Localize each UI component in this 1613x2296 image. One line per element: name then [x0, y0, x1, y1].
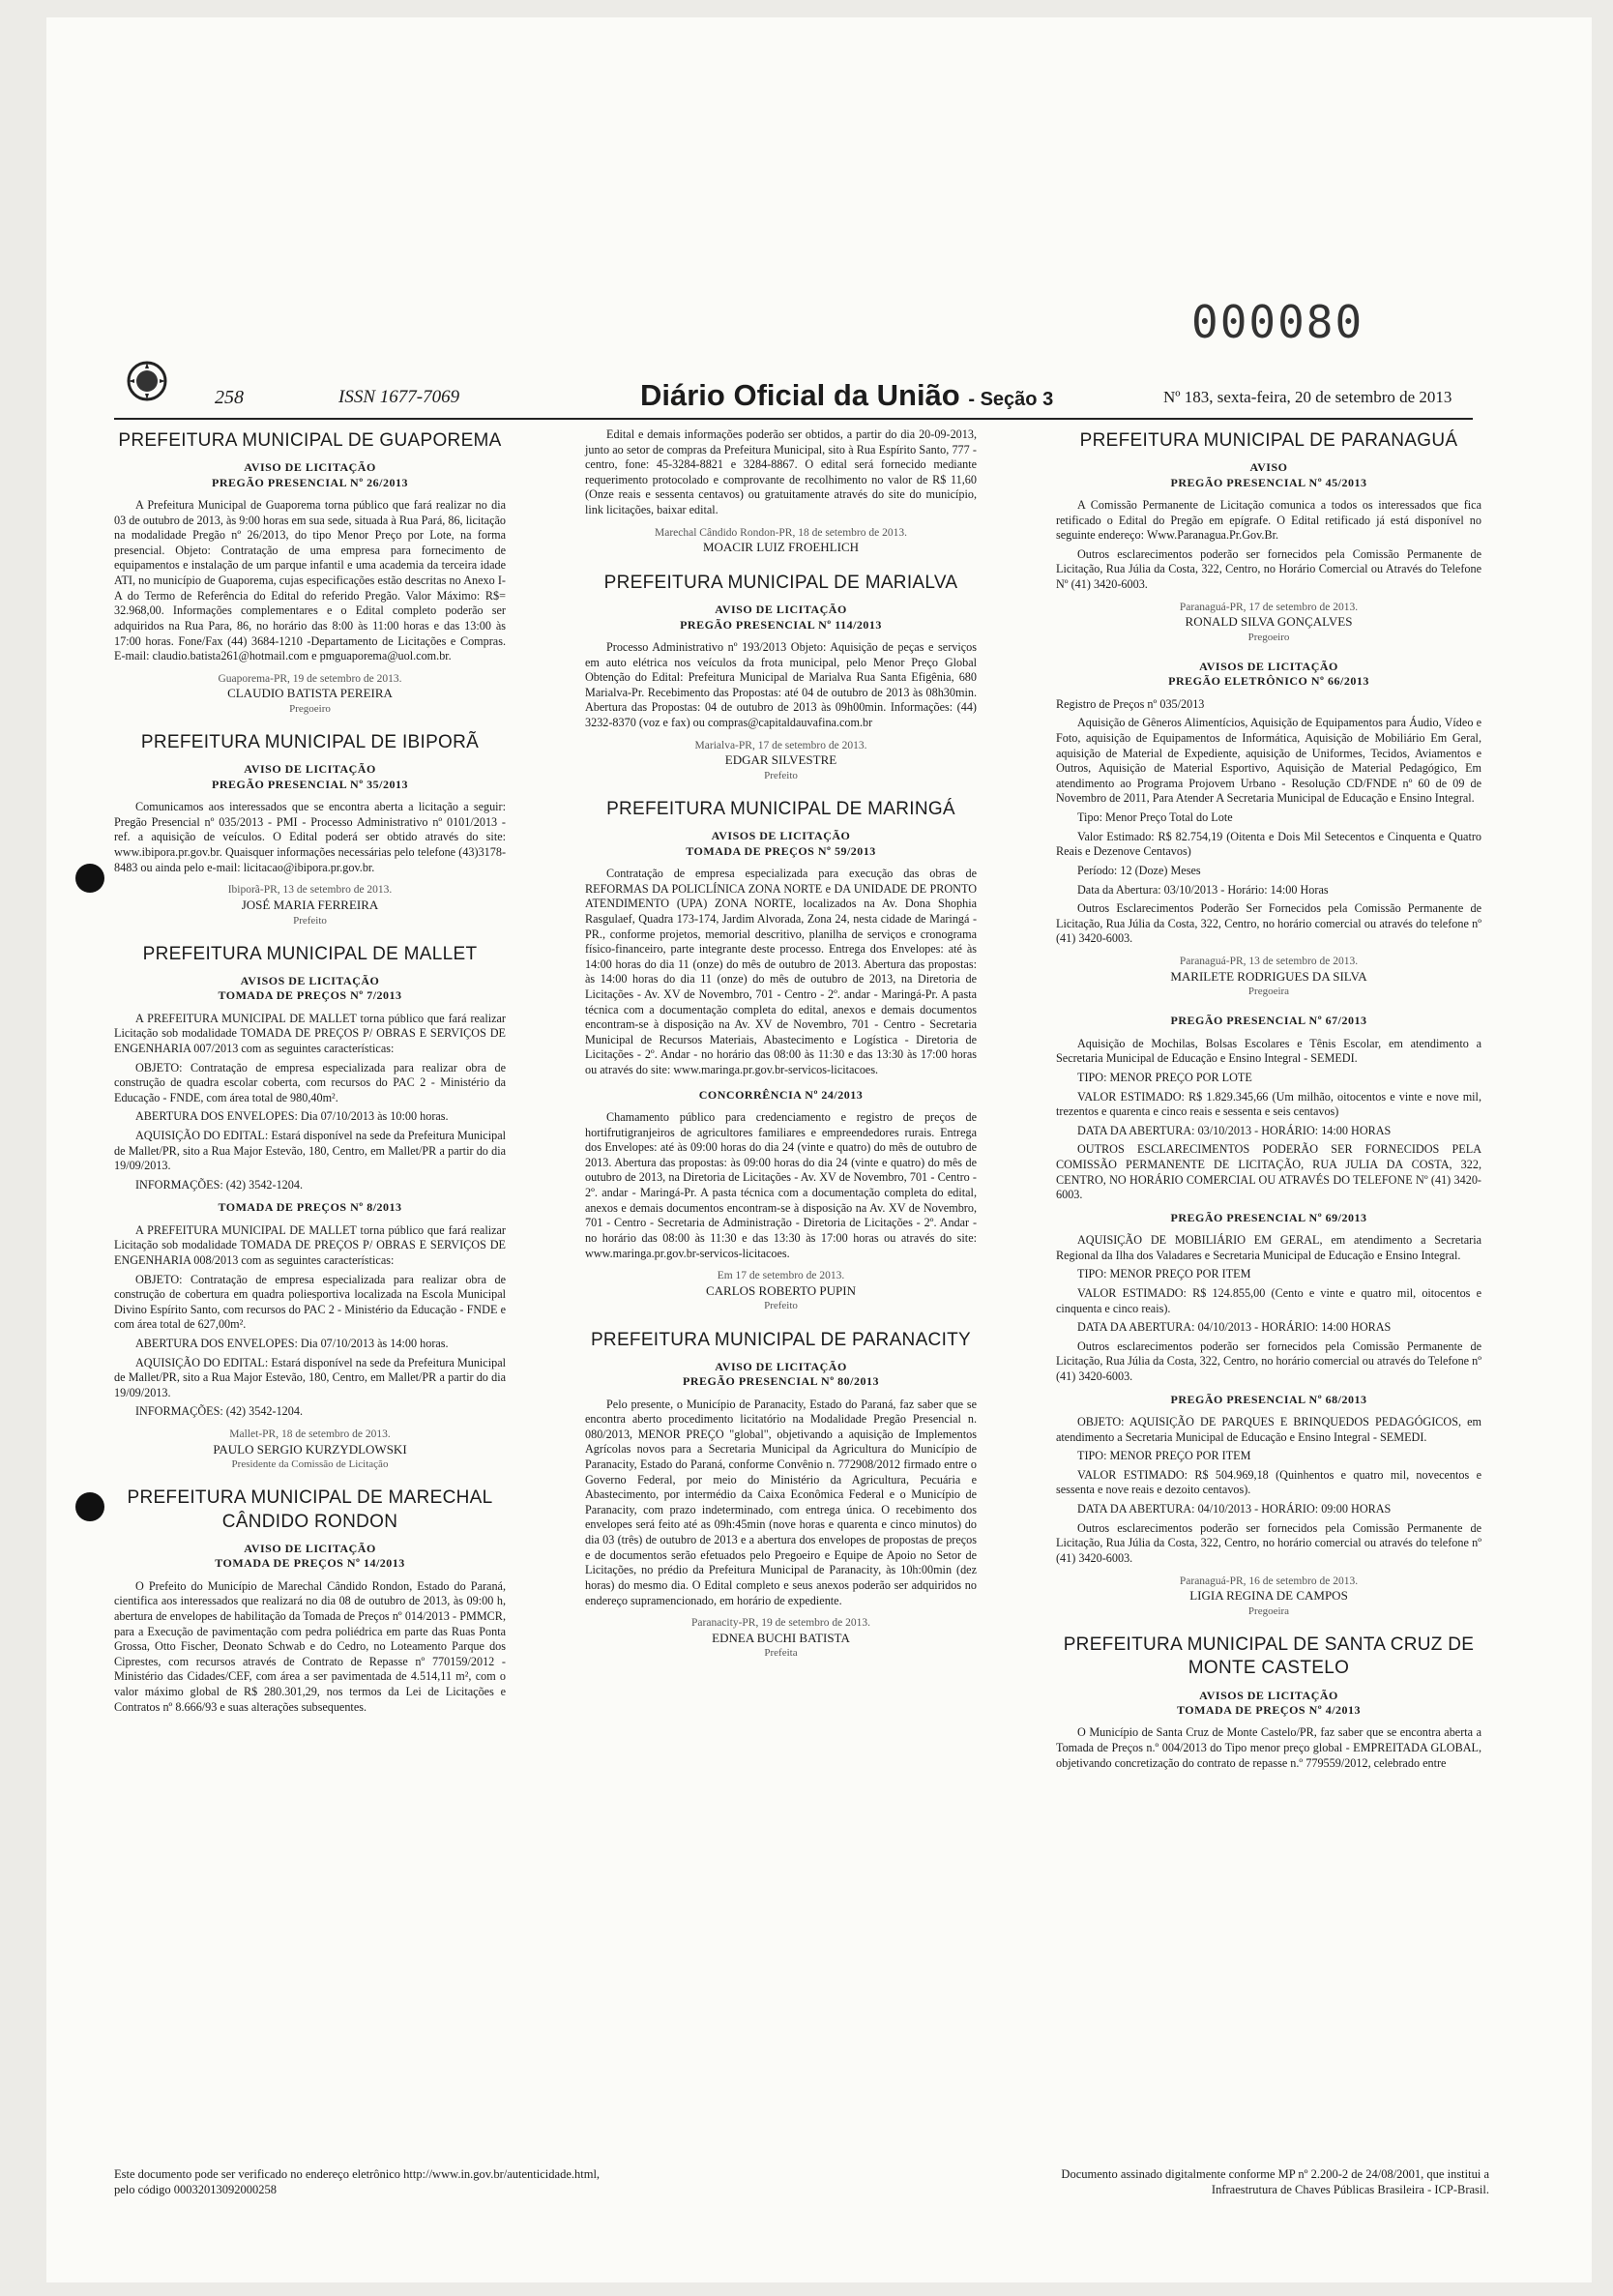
notice-heading: AVISO DE LICITAÇÃO	[244, 460, 376, 475]
notice-body: Outros esclarecimentos poderão ser fornecidos pela Comissão Permanente de Licitação, Rua Júlia da Costa, 322, Centro, no Horário Comercial ou Através do Telefone Nº (41) 3420-6003.	[1056, 546, 1481, 592]
signature	[585, 526, 977, 556]
signature-name: CLAUDIO BATISTA PEREIRA	[227, 686, 393, 701]
notice-paragraph: OBJETO: AQUISIÇÃO DE PARQUES E BRINQUEDOS PEDAGÓGICOS, em atendimento a Secretaria Municipal de Educação e Ensino Integral - SEMEDI.	[1056, 1415, 1481, 1444]
punch-hole	[75, 864, 104, 893]
signature	[585, 1616, 977, 1660]
signature-role: Prefeito	[293, 914, 327, 927]
notice-marechal-continued	[585, 427, 977, 556]
notice-paragraph: TIPO: MENOR PREÇO POR LOTE	[1077, 1070, 1252, 1084]
notice-paragraph: INFORMAÇÕES: (42) 3542-1204.	[135, 1177, 303, 1192]
coat-of-arms-icon	[126, 360, 168, 402]
notice-heading: AVISOS DE LICITAÇÃO	[711, 829, 851, 843]
notice-paragraph: OBJETO: Contratação de empresa especializada para realizar obra de construção de quadra escolar coberta, com recursos do PAC 2 - Ministério da Educação - FNDE, com área total de 980,40m².	[114, 1060, 506, 1104]
notice-title: PREFEITURA MUNICIPAL DE MARINGÁ	[606, 799, 955, 820]
notice-santa-cruz	[1056, 1634, 1481, 1771]
signature	[585, 1269, 977, 1312]
signature-role: Pregoeiro	[289, 703, 331, 716]
signature-place: Paranaguá-PR, 13 de setembro de 2013.	[1179, 955, 1359, 967]
header-rule	[114, 418, 1473, 420]
signature-role: Prefeito	[764, 770, 798, 782]
notice-heading: AVISO DE LICITAÇÃO	[715, 603, 847, 617]
signature-name: CARLOS ROBERTO PUPIN	[705, 1282, 856, 1298]
notice-paragraph: Registro de Preços nº 035/2013	[1056, 696, 1205, 711]
notice-body: Pelo presente, o Município de Paranacity, Estado do Paraná, faz saber que se encontra aberto procedimento licitatório na Modalidade Pregão Presencial n. 080/2013, MENOR PREÇO "global", objetivando a aquisição de Implementos Agrícolas novos para a Secretaria Municipal da Agricultura do Município de Paranacity, Estado do Paraná, conforme Convênio n. 772908/2012 firmado entre o Governo Federal, por meio do Ministério da Agricultura, Pecuária e Abastecimento, por intermédio da Caixa Econômica Federal e o Município de Paranacity, com prazo indeterminado, com entrega única. O recebimento dos envelopes será feito até as 09h:45min (nove horas e quarenta e cinco minutos) do dia 03 (três) de outubro de 2013 e a abertura dos envelopes de propostas de preços e de documentos serão efetuados pelo Pregoeiro e Equipe de Apoio no Setor de Licitações, no prédio da Prefeitura Municipal de Paranacity, às 10h:00min (dez horas) do mesmo dia. O Edital completo e seus anexos poderão ser adquiridos no endereço supramencionado, em horário de expediente.	[585, 1397, 977, 1607]
edition-date: Nº 183, sexta-feira, 20 de setembro de 2013	[1163, 388, 1452, 406]
footer-verification-url: Este documento pode ser verificado no endereço eletrônico http://www.in.gov.br/autenticidade.html,	[114, 2167, 601, 2181]
notice-subheading: TOMADA DE PREÇOS Nº 59/2013	[686, 843, 876, 858]
notice-paragraph: AQUISIÇÃO DE MOBILIÁRIO EM GERAL, em atendimento a Secretaria Regional da Ilha dos Valadares e Secretaria Municipal de Educação e Ensino Integral.	[1056, 1233, 1481, 1262]
notice-paragraph: A PREFEITURA MUNICIPAL DE MALLET torna público que fará realizar Licitação sob modalidade TOMADA DE PREÇOS P/ OBRAS E SERVIÇOS DE ENGENHARIA 008/2013 com as seguintes características:	[114, 1222, 506, 1267]
signature	[114, 883, 506, 927]
journal-name: Diário Oficial da União	[640, 378, 960, 412]
column-2	[585, 427, 977, 1676]
notice-heading: AVISO DE LICITAÇÃO	[715, 1359, 847, 1373]
notice-paragraph: Aquisição de Gêneros Alimentícios, Aquisição de Equipamentos para Áudio, Vídeo e Foto, aquisição de Equipamentos de Informática, Aquisição de Mobiliário Em Geral, aquisição de Material de Expediente, aquisição de Uniformes, Tecidos, Aviamentos e Outros, Aquisição de Material Esportivo, Aquisição de Material Pedagógico, Em atendimento ao Programa Projovem Urbano - Resolução CD/FNDE nº 60 de 09 de Novembro de 2011, Para Atender A Secretaria Municipal de Educação e Ensino Integral.	[1056, 716, 1481, 806]
signature-place: Paranaguá-PR, 16 de setembro de 2013.	[1179, 1575, 1359, 1587]
notice-subheading: PREGÃO ELETRÔNICO Nº 66/2013	[1168, 674, 1369, 689]
signature-role: Presidente da Comissão de Licitação	[231, 1458, 389, 1471]
notice-paragraph: INFORMAÇÕES: (42) 3542-1204.	[135, 1404, 303, 1419]
signature	[114, 1428, 506, 1471]
notice-paragraph: VALOR ESTIMADO: R$ 1.829.345,66 (Um milhão, oitocentos e vinte e nove mil, trezentos e quarenta e cinco reais e sessenta e seis centavos)	[1056, 1089, 1481, 1119]
notice-subheading: TOMADA DE PREÇOS Nº 8/2013	[218, 1200, 402, 1215]
notice-subheading: PREGÃO PRESENCIAL Nº 67/2013	[1170, 1014, 1367, 1028]
notice-paragraph: VALOR ESTIMADO: R$ 504.969,18 (Quinhentos e quatro mil, novecentos e sessenta e nove reais e dezoito centavos).	[1056, 1467, 1481, 1497]
signature-name: PAULO SERGIO KURZYDLOWSKI	[213, 1441, 407, 1457]
footer-verification	[114, 2166, 733, 2198]
notice-paragraph: Período: 12 (Doze) Meses	[1077, 863, 1201, 877]
signature-role: Pregoeiro	[1247, 632, 1290, 644]
notice-subheading: TOMADA DE PREÇOS Nº 4/2013	[1176, 1702, 1362, 1717]
signature-name: RONALD SILVA GONÇALVES	[1185, 614, 1353, 630]
notice-maringa	[585, 798, 977, 1312]
notice-paragraph: DATA DA ABERTURA: 04/10/2013 - HORÁRIO: 14:00 HORAS	[1077, 1320, 1392, 1335]
notice-subheading: TOMADA DE PREÇOS Nº 14/2013	[215, 1556, 405, 1571]
notice-title: PREFEITURA MUNICIPAL DE PARANAGUÁ	[1079, 430, 1458, 451]
notice-paragraph: OBJETO: Contratação de empresa especializada para realizar obra de construção de cobertura em quadra poliesportiva localizada na Escola Municipal Divino Espírito Santo, com recursos do PAC 2 - Ministério da Educação - FNDE e com área total de 627,00m².	[114, 1272, 506, 1332]
notice-marechal	[114, 1487, 506, 1715]
signature-place: Marialva-PR, 17 de setembro de 2013.	[694, 739, 867, 751]
signature	[1056, 955, 1481, 998]
punch-hole	[75, 1492, 104, 1521]
notice-subheading: PREGÃO PRESENCIAL Nº 68/2013	[1170, 1392, 1367, 1406]
notice-paranacity	[585, 1329, 977, 1661]
signature-name: MOACIR LUIZ FROEHLICH	[702, 540, 860, 555]
notice-paragraph: AQUISIÇÃO DO EDITAL: Estará disponível na sede da Prefeitura Municipal de Mallet/PR, sito a Rua Major Estevão, 180, Centro, em Mallet/PR a partir do dia 19/09/2013.	[114, 1128, 506, 1173]
notice-heading: AVISOS DE LICITAÇÃO	[1199, 1688, 1338, 1702]
notice-paragraph: Tipo: Menor Preço Total do Lote	[1077, 810, 1233, 825]
signature	[1056, 601, 1481, 644]
signature	[1056, 1575, 1481, 1618]
notice-subheading: PREGÃO PRESENCIAL Nº 69/2013	[1170, 1210, 1367, 1224]
notice-body: Comunicamos aos interessados que se encontra aberta a licitação a seguir: Pregão Presencial nº 035/2013 - PMI - Processo Administrativo nº 0101/2013 - ref. a aquisição de veículos. O Edital poderá ser obtido através do site: www.ibipora.pr.gov.br. Quaisquer informações necessárias pelo telefone (43)3178-8483 ou ainda pelo e-mail: licitacao@ibipora.pr.gov.br.	[114, 800, 506, 874]
notice-body: A Comissão Permanente de Licitação comunica a todos os interessados que fica retificado o Edital do Pregão em epígrafe. O Edital retificado já está disponível no seguinte endereço: Www.Paranagua.Pr.Gov.Br.	[1056, 498, 1481, 543]
notice-marialva	[585, 572, 977, 782]
notice-title: PREFEITURA MUNICIPAL DE MALLET	[142, 943, 478, 964]
signature-place: Marechal Cândido Rondon-PR, 18 de setembro de 2013.	[655, 526, 907, 539]
notice-body: O Prefeito do Município de Marechal Cândido Rondon, Estado do Paraná, cientifica aos interessados que realizará no dia 08 de outubro de 2013, às 09:00 h, abertura de envelopes de habilitação da Tomada de Preços nº 014/2013 - PMMCR, para a Execução de pavimentação com pedra poliédrica em parte das Ruas Ponta Grossa, Otto Fischer, Deonato Schwab e do Cedro, no Loteamento Parque dos Ciprestes, com recursos através de Contrato de Repasse nº 770159/2012 - Ministério das Cidades/CEF, com área a ser pavimentada de 4.514,11 m², com o valor máximo global de R$ 280.301,29, nos termos da Lei de Licitações e Contratos nº 8.666/93 e suas alterações subsequentes.	[114, 1578, 506, 1714]
notice-heading: AVISO DE LICITAÇÃO	[244, 762, 376, 777]
notice-title: PREFEITURA MUNICIPAL DE GUAPOREMA	[118, 430, 502, 451]
notice-heading: AVISO DE LICITAÇÃO	[244, 1542, 376, 1556]
journal-title	[640, 378, 1053, 413]
notice-paragraph: TIPO: MENOR PREÇO POR ITEM	[1077, 1449, 1251, 1463]
signature-name: LIGIA REGINA DE CAMPOS	[1189, 1588, 1348, 1604]
signature	[585, 739, 977, 782]
notice-paragraph: ABERTURA DOS ENVELOPES: Dia 07/10/2013 às 14:00 horas.	[135, 1337, 449, 1351]
notice-title: PREFEITURA MUNICIPAL DE IBIPORÃ	[140, 732, 480, 753]
notice-title: PREFEITURA MUNICIPAL DE MARIALVA	[603, 573, 958, 593]
notice-paragraph: Data da Abertura: 03/10/2013 - Horário: 14:00 Horas	[1077, 882, 1329, 897]
notice-heading: AVISOS DE LICITAÇÃO	[240, 973, 380, 987]
footer-signature-line1: Documento assinado digitalmente conforme MP nº 2.200-2 de 24/08/2001, que institui a	[1061, 2167, 1489, 2181]
notice-heading: AVISOS DE LICITAÇÃO	[1199, 660, 1338, 674]
signature-role: Prefeita	[764, 1647, 798, 1660]
signature-place: Paranacity-PR, 19 de setembro de 2013.	[691, 1617, 870, 1630]
notice-paragraph: DATA DA ABERTURA: 03/10/2013 - HORÁRIO: 14:00 HORAS	[1077, 1123, 1392, 1137]
notice-paragraph: VALOR ESTIMADO: R$ 124.855,00 (Cento e vinte e quatro mil, oitocentos e cinquenta e cinco reais).	[1056, 1286, 1481, 1315]
column-3	[1056, 427, 1481, 1775]
notice-paragraph: ABERTURA DOS ENVELOPES: Dia 07/10/2013 às 10:00 horas.	[135, 1109, 449, 1124]
notice-subheading: PREGÃO PRESENCIAL Nº 114/2013	[680, 617, 882, 632]
notice-body: Chamamento público para credenciamento e registro de preços de hortifrutigranjeiros de agricultores familiares e empreendedores rurais. Entrega dos Envelopes: até às 09:00 horas do dia 24 (vinte e quatro) do mês de outubro de 2013. Abertura das propostas: às 09:00 horas do dia 24 (vinte e quatro) do mês de outubro de 2013, na Diretoria de Licitações - Av. XV de Novembro, 701 - Centro - 2º. andar - Maringá-Pr. A pasta técnica com a documentação completa do edital, anexos e demais documentos encontram-se à disposição na Av. XV de Novembro, 701 - Centro - Secretaria de Administração - Diretoria de Licitações - 2º. Andar - no horário das 08:00 às 11:30 e das 13:30 às 17:00 horas ou através do site: www.maringa.pr.gov.br-servicos-licitacoes.	[585, 1110, 977, 1260]
notice-paragraph: Aquisição de Mochilas, Bolsas Escolares e Tênis Escolar, em atendimento a Secretaria Municipal de Educação e Ensino Integral - SEMEDI.	[1056, 1036, 1481, 1066]
notice-title: PREFEITURA MUNICIPAL DE MARECHAL CÂNDIDO RONDON	[127, 1487, 493, 1532]
page-stamp: 000080	[1191, 296, 1364, 348]
notice-subheading: CONCORRÊNCIA Nº 24/2013	[698, 1087, 864, 1102]
signature	[114, 672, 506, 716]
notice-ibipora	[114, 731, 506, 927]
signature-role: Pregoeira	[1247, 986, 1290, 998]
notice-paragraph: AQUISIÇÃO DO EDITAL: Estará disponível na sede da Prefeitura Municipal de Mallet/PR, sito a Rua Major Estevão, 180, Centro, em Mallet/PR a partir do dia 19/09/2013.	[114, 1355, 506, 1399]
notice-subheading: PREGÃO PRESENCIAL Nº 26/2013	[212, 475, 408, 489]
notice-title: PREFEITURA MUNICIPAL DE SANTA CRUZ DE MONTE CASTELO	[1063, 1634, 1475, 1679]
notice-heading: AVISO	[1249, 460, 1288, 475]
notice-body: O Município de Santa Cruz de Monte Castelo/PR, faz saber que se encontra aberta a Tomada de Preços n.º 004/2013 do Tipo menor preço global - EMPREITADA GLOBAL, objetivando concretização do contrato de repasse n.º 779559/2012, celebrado entre	[1056, 1725, 1481, 1770]
notice-body: Processo Administrativo nº 193/2013 Objeto: Aquisição de peças e serviços em auto elétrica nos veículos da frota municipal, pelo Menor Preço Global Obtenção do Edital: Prefeitura Municipal de Marialva Rua Santa Efigênia, 680 Marialva-Pr. Recebimento das Propostas: até 04 de outubro de 2013 às 08h30min. Abertura das Propostas: 04 de outubro de 2013 às 09h00min. Informações: (44) 3232-8370 (voz e fax) ou compras@capitaldauvafina.com.br	[585, 640, 977, 730]
signature-place: Paranaguá-PR, 17 de setembro de 2013.	[1179, 601, 1359, 613]
notice-subheading: PREGÃO PRESENCIAL Nº 80/2013	[683, 1374, 879, 1389]
notice-paragraph: OUTROS ESCLARECIMENTOS PODERÃO SER FORNECIDOS PELA COMISSÃO PERMANENTE DE LICITAÇÃO, RUA JULIA DA COSTA, 322, CENTRO, NO HORÁRIO COMERCIAL OU ATRAVÉS DO TELEFONE Nº (41) 3420-6003.	[1056, 1142, 1481, 1202]
notice-paragraph: DATA DA ABERTURA: 04/10/2013 - HORÁRIO: 09:00 HORAS	[1077, 1502, 1392, 1516]
signature-name: EDNEA BUCHI BATISTA	[712, 1630, 850, 1645]
notice-paragraph: Outros esclarecimentos poderão ser fornecidos pela Comissão Permanente de Licitação, Rua Júlia da Costa, 322, Centro, no horário comercial ou através do Telefone nº (41) 3420-6003.	[1056, 1339, 1481, 1384]
notice-paranagua	[1056, 429, 1481, 1618]
signature-role: Pregoeira	[1247, 1604, 1290, 1617]
notice-paragraph: Valor Estimado: R$ 82.754,19 (Oitenta e Dois Mil Setecentos e Cinquenta e Quatro Reais e Dezenove Centavos)	[1056, 829, 1481, 859]
page-number: 258	[215, 387, 244, 408]
notice-title: PREFEITURA MUNICIPAL DE PARANACITY	[590, 1329, 972, 1350]
signature-name: EDGAR SILVESTRE	[724, 752, 837, 768]
signature-place: Ibiporã-PR, 13 de setembro de 2013.	[227, 884, 393, 897]
notice-paragraph: Outros Esclarecimentos Poderão Ser Fornecidos pela Comissão Permanente de Licitação, Rua Júlia da Costa, 322, Centro, no horário comercial ou através do telefone nº (41) 3420-6003.	[1056, 901, 1481, 946]
notice-paragraph: TIPO: MENOR PREÇO POR ITEM	[1077, 1267, 1251, 1281]
column-1	[114, 427, 506, 1719]
footer-verification-code: pelo código 00032013092000258	[114, 2183, 278, 2197]
notice-body: Edital e demais informações poderão ser obtidos, a partir do dia 20-09-2013, junto ao setor de compras da Prefeitura Municipal, sito à Rua Espírito Santo, 777 - centro, fone: 45-3284-8821 e 3284-8867. O edital será fornecido mediante requerimento protocolado e comprovante de recolhimento no valor de R$ 11,60 (Onze reais e sessenta centavos) ou gratuitamente através do site do município, link licitações, baixar edital.	[585, 427, 977, 517]
notice-paragraph: A PREFEITURA MUNICIPAL DE MALLET torna público que fará realizar Licitação sob modalidade TOMADA DE PREÇOS P/ OBRAS E SERVIÇOS DE ENGENHARIA 007/2013 com as seguintes características:	[114, 1011, 506, 1055]
signature-role: Prefeito	[764, 1300, 798, 1312]
notice-paragraph: Outros esclarecimentos poderão ser fornecidos pela Comissão Permanente de Licitação, Rua Júlia da Costa, 322, Centro, no horário comercial ou através do telefone nº (41) 3420-6003.	[1056, 1520, 1481, 1565]
signature-place: Em 17 de setembro de 2013.	[717, 1270, 845, 1282]
notice-mallet	[114, 943, 506, 1472]
signature-name: MARILETE RODRIGUES DA SILVA	[1170, 968, 1367, 984]
notice-guaporema	[114, 429, 506, 716]
notice-subheading: PREGÃO PRESENCIAL Nº 35/2013	[212, 777, 408, 791]
signature-place: Guaporema-PR, 19 de setembro de 2013.	[218, 672, 402, 685]
notice-subheading: TOMADA DE PREÇOS Nº 7/2013	[218, 988, 402, 1003]
signature-name: JOSÉ MARIA FERREIRA	[241, 897, 379, 912]
notice-body: Contratação de empresa especializada para execução das obras de REFORMAS DA POLICLÍNICA ZONA NORTE e DA UNIDADE DE PRONTO ATENDIMENTO (UPA) ZONA NORTE, localizados na Av. Dona Shophia Rasgulaef, Quadra 173-174, Jardim Alvorada, Zona 24, nesta cidade de Maringá - PR., conforme projetos, memorial descritivo, planilha de serviços e cronograma físico-financeiro, parte integrante deste processo. Entrega dos Envelopes: até às 14:00 horas do dia 11 (onze) do mês de outubro de 2013. Abertura das propostas: às 14:00 horas do dia 11 (onze) do mês de outubro de 2013, na Diretoria de Licitações - Av. XV de Novembro, 701 - Centro - 2º. andar - Maringá-Pr. A pasta técnica com a documentação completa do edital, anexos e demais documentos encontram-se à disposição na Av. XV de Novembro, 701 - Centro - Secretaria Municipal de Recursos Materiais, Abastecimento e Logística - Diretoria de Licitações - 2º. Andar - no horário das 08:00 às 11:30 e das 13:30 às 17:00 horas ou através do site: www.maringa.pr.gov.br-servicos-licitacoes.	[585, 867, 977, 1077]
journal-section: - Seção 3	[968, 389, 1054, 410]
notice-subheading: PREGÃO PRESENCIAL Nº 45/2013	[1170, 475, 1367, 489]
footer-signature-line2: Infraestrutura de Chaves Públicas Brasileira - ICP-Brasil.	[1211, 2183, 1489, 2197]
footer-signature-note	[909, 2166, 1489, 2198]
notice-body: A Prefeitura Municipal de Guaporema torna público que fará realizar no dia 03 de outubro de 2013, às 9:00 horas em sua sede, situada à Rua Pará, 86, licitação na modalidade Pregão nº 26/2013, do tipo Menor Preço por Lote, na forma presencial. Objeto: Contratação de uma empresa para fornecimento de equipamentos e instalação de um parque infantil e uma academia da terceira idade ATI, no município de Guaporema, cujas especificações estão descritas no Anexo I-A do Termo de Referência do Edital do referido Pregão. Valor Máximo: R$= 32.968,00. Informações complementares e o Edital completo poderão ser adquiridos na Rua Para, 86, no horário das 8:00 às 11:00 horas e das 13:00 às 17:00 horas. Fone/Fax (44) 3684-1210 -Departamento de Licitações e Compras. E-mail: claudio.batista261@hotmail.com e pmguaporema@uol.com.br.	[114, 498, 506, 663]
signature-place: Mallet-PR, 18 de setembro de 2013.	[229, 1428, 391, 1441]
issn: ISSN 1677-7069	[338, 387, 460, 407]
